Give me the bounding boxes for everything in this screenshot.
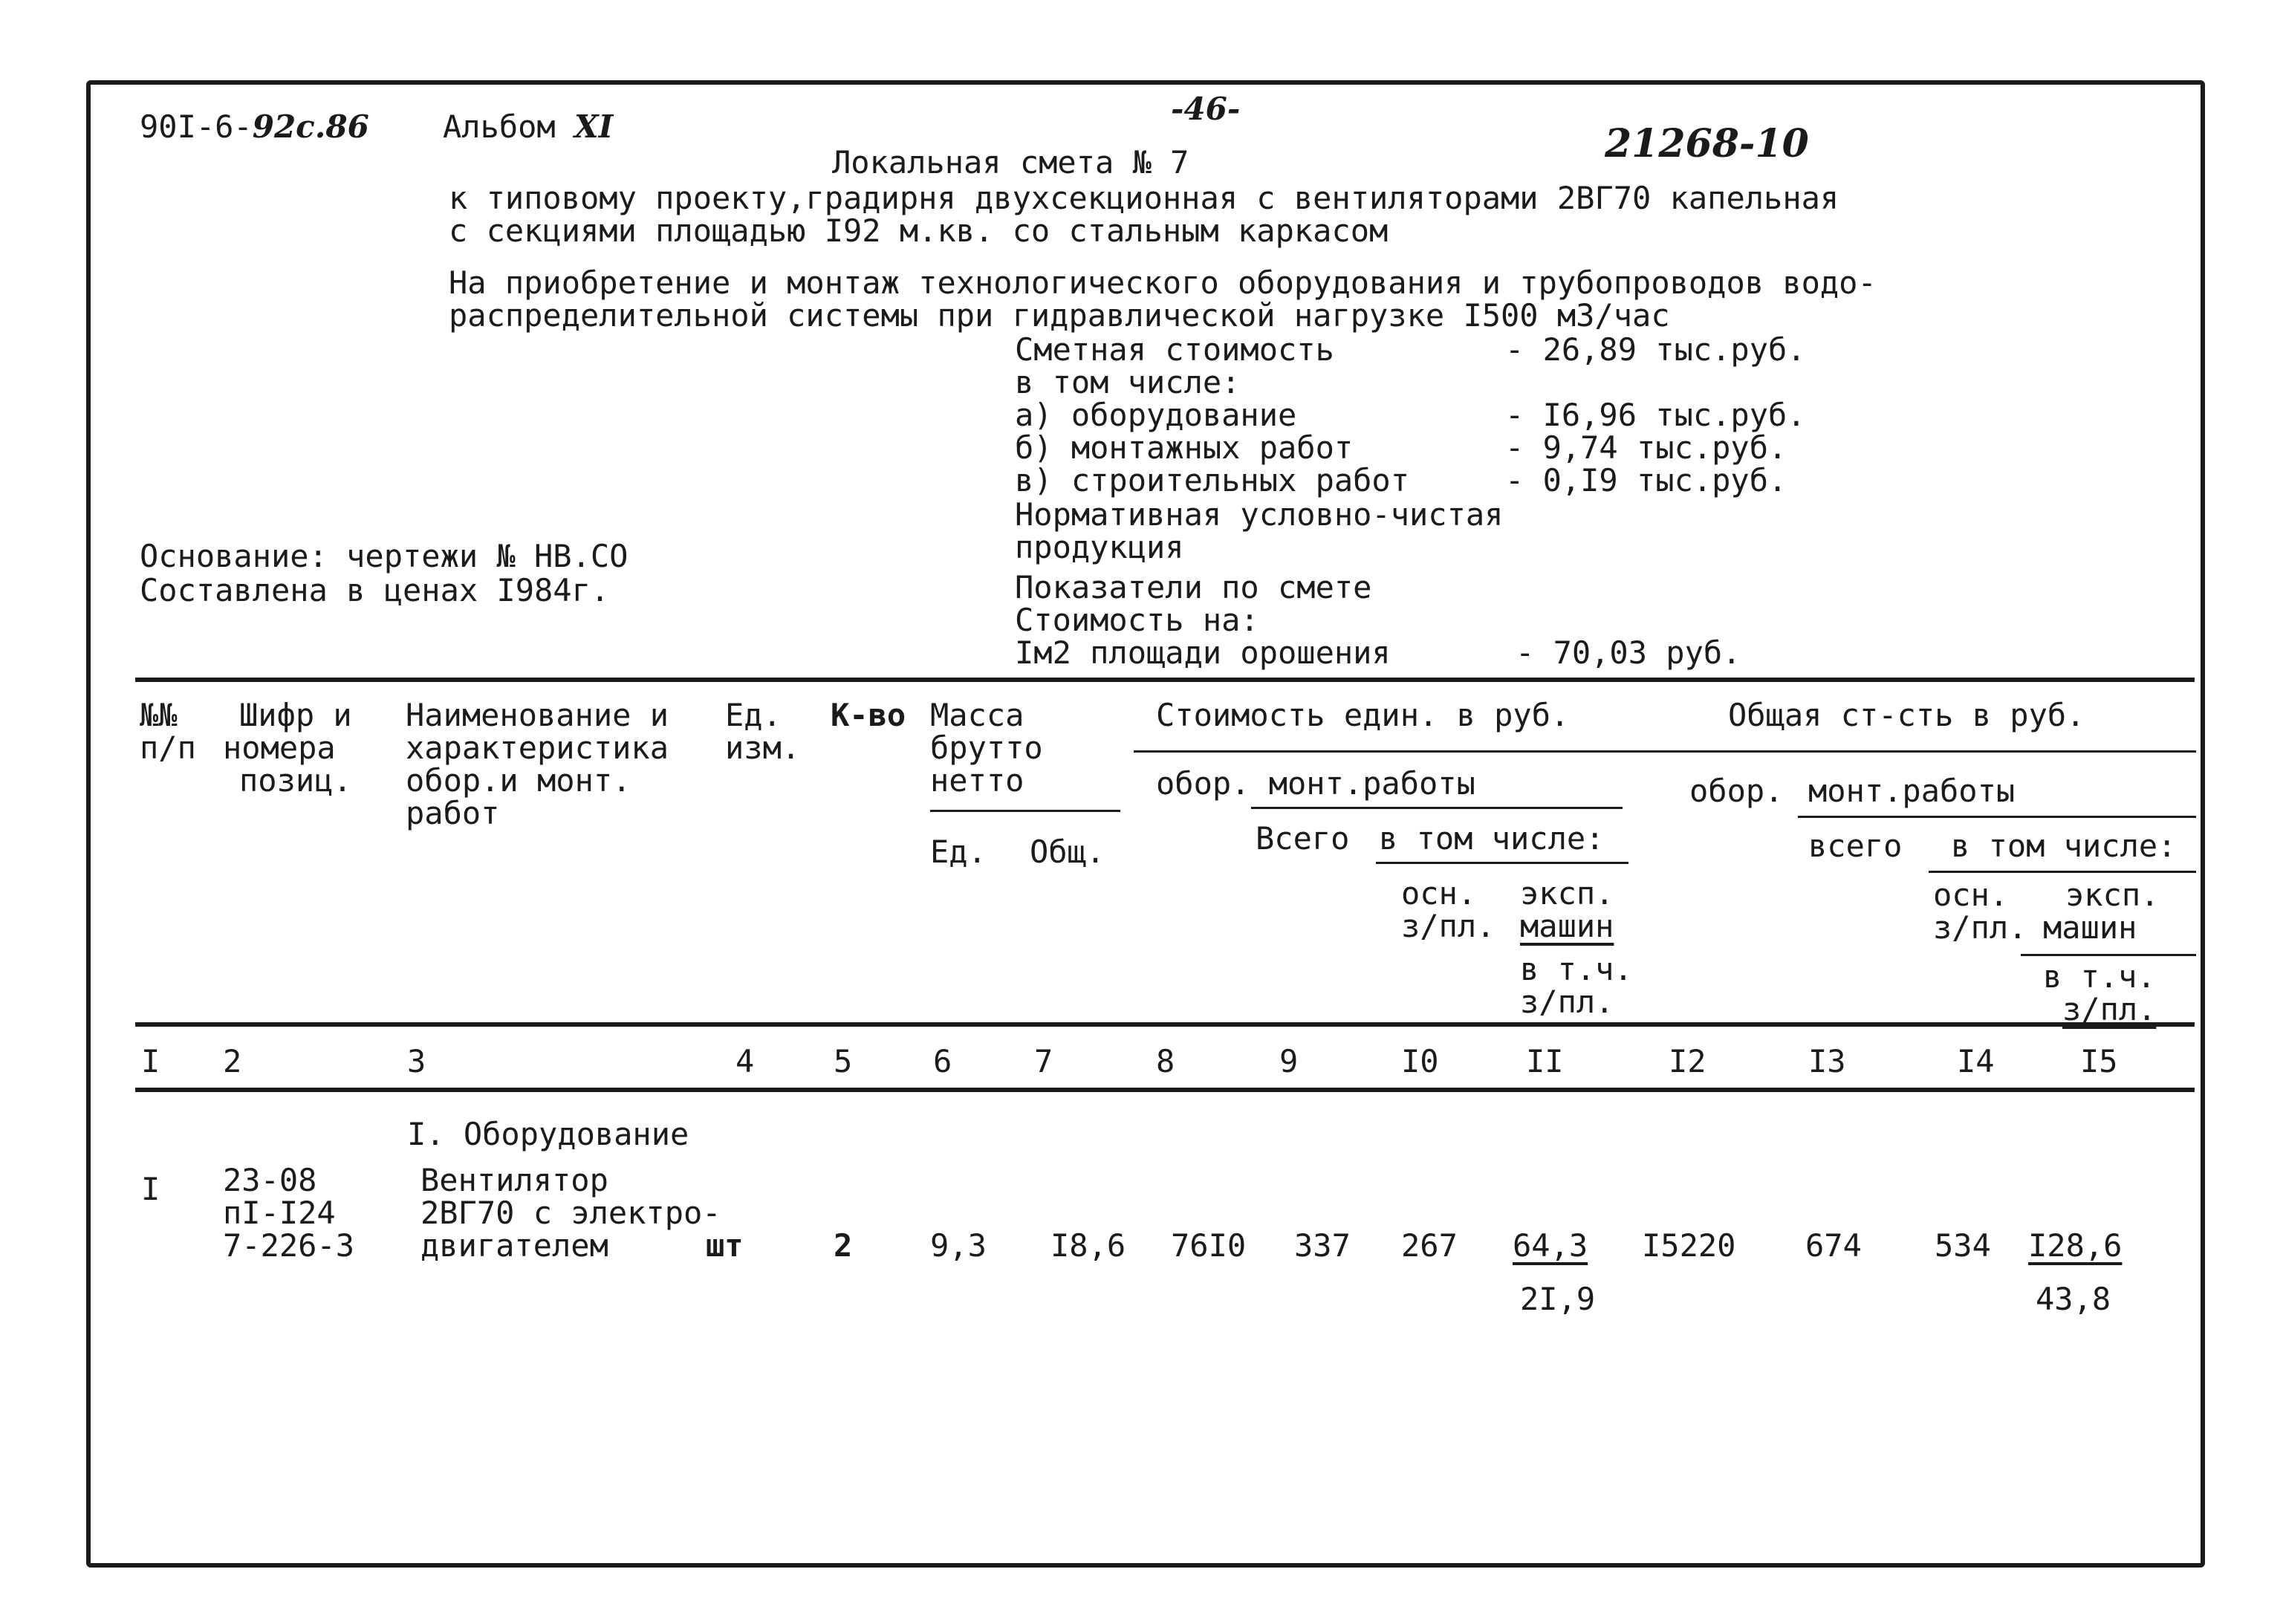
row-qty: 2 [834,1227,853,1264]
row-machines-wages-unit: 2I,9 [1520,1281,1596,1317]
col-unit-cost-sub: обор. монт.работы [1156,765,1475,802]
col-total-machines-1: эксп. [2065,877,2160,913]
row-mass-total: I8,6 [1050,1227,1126,1264]
section-title: I. Оборудование [407,1116,689,1152]
col-total-machines-wages-2: з/пл. [2062,991,2157,1027]
project-title-line-1: к типовому проекту,градирня двухсекционная с вентиляторами 2ВГ70 капельная [449,180,1839,216]
col-code-3: позиц. [239,762,352,799]
col-mass-1: Масса [930,697,1024,733]
col-mass-total: Общ. [1030,834,1105,870]
normative-line-1: Нормативная условно-чистая [1015,496,1504,533]
equipment-label: а) оборудование [1015,397,1297,433]
column-number: 3 [407,1043,426,1079]
installation-value: - 9,74 тыс.руб. [1505,429,1787,466]
column-number: 7 [1034,1043,1053,1079]
column-number: I5 [2080,1043,2118,1079]
basis-line-1: Основание: чертежи № НВ.СО [140,538,629,574]
mass-subhead-rule [930,810,1120,812]
col-unit-1: Ед. [725,697,782,733]
equipment-value: - I6,96 тыс.руб. [1505,397,1806,433]
col-unit-machines-2: машин [1520,908,1614,944]
row-unit: шт [706,1227,744,1264]
cost-per-label: Стоимость на: [1015,602,1259,638]
row-code-2: пI-I24 [223,1195,336,1231]
row-wages-unit: 267 [1401,1227,1458,1264]
col-unit-2: изм. [725,730,801,766]
col-unit-machines-wages-1: в т.ч. [1520,951,1633,987]
col-num-2: п/п [140,730,196,766]
header-bottom-rule [135,1022,2195,1027]
row-wages-total: 534 [1935,1227,1991,1264]
normative-line-2: продукция [1015,529,1184,565]
indicators-label: Показатели по смете [1015,569,1372,605]
row-machines-total: I28,6 [2028,1227,2123,1264]
col-total-wages-2: з/пл. [1933,909,2027,946]
unit-incl-rule [1376,862,1628,864]
column-number: 2 [223,1043,242,1079]
col-unit-machines-wages-2: з/пл. [1520,984,1614,1020]
col-total-machines-wages-1: в т.ч. [2043,958,2156,995]
including-label: в том числе: [1015,364,1241,400]
column-number: 9 [1279,1043,1299,1079]
purpose-line-2: распределительной системы при гидравлической нагрузке I500 м3/час [449,297,1670,334]
col-code-1: Шифр и [239,697,352,733]
col-name-1: Наименование и [406,697,669,733]
row-num: I [141,1171,160,1207]
row-name-3: двигателем [420,1227,608,1264]
unit-install-rule [1251,807,1623,809]
estimated-cost-label: Сметная стоимость [1015,331,1334,368]
col-total-wages-1: осн. [1933,877,2009,913]
col-name-4: работ [406,795,500,831]
row-equipment-unit: 76I0 [1171,1227,1247,1264]
row-machines-unit: 64,3 [1513,1227,1588,1264]
per-m2-label: Iм2 площади орошения [1015,634,1391,671]
column-number: II [1526,1043,1564,1079]
col-total-equip: обор. [1689,773,1784,809]
row-name-1: Вентилятор [420,1162,608,1198]
row-mass-unit: 9,3 [930,1227,987,1264]
archive-number: 21268-10 [1605,121,1809,166]
col-qty: К-во [831,697,906,733]
column-number: 8 [1156,1043,1175,1079]
total-machines-rule [2021,954,2196,956]
col-name-3: обор.и монт. [406,762,631,799]
total-install-rule [1798,816,2196,818]
estimated-cost-value: - 26,89 тыс.руб. [1505,331,1806,368]
table-top-rule [135,678,2195,682]
col-total-machines-2: машин [2043,909,2137,946]
column-number: 4 [735,1043,755,1079]
row-install-total: 674 [1805,1227,1862,1264]
row-code-3: 7-226-3 [223,1227,355,1264]
purpose-line-1: На приобретение и монтаж технологического оборудования и трубопроводов водо- [449,264,1877,301]
page-number: -46- [1171,91,1241,127]
col-total-total: всего [1808,828,1903,864]
estimate-title: Локальная смета № 7 [832,144,1189,181]
doc-code: 90I-6-92с.86 [140,108,369,145]
row-equipment-total: I5220 [1642,1227,1736,1264]
col-mass-2: брутто [930,730,1043,766]
row-machines-wages-total: 43,8 [2036,1281,2111,1317]
column-number: I [141,1043,160,1079]
column-number: I2 [1669,1043,1706,1079]
total-incl-rule [1929,871,2196,873]
col-total-install: монт.работы [1808,773,2016,809]
row-code-1: 23-08 [223,1162,317,1198]
col-unit-wages-2: з/пл. [1401,908,1496,944]
col-mass-3: нетто [930,762,1024,799]
construction-label: в) строительных работ [1015,462,1410,498]
column-numbers-rule [135,1088,2195,1092]
column-number: 6 [933,1043,952,1079]
per-m2-value: - 70,03 руб. [1516,634,1741,671]
column-number: I4 [1957,1043,1995,1079]
album-label: Альбом XI [443,108,614,145]
col-unit-total: Всего [1256,820,1350,857]
col-num-1: №№ [140,697,178,733]
basis-line-2: Составлена в ценах I984г. [140,572,610,608]
installation-label: б) монтажных работ [1015,429,1354,466]
column-number: 5 [834,1043,853,1079]
col-unit-incl: в том числе: [1379,820,1605,857]
col-unit-wages-1: осн. [1401,875,1477,912]
col-unit-machines-1: эксп. [1520,875,1614,912]
cost-group-rule [1134,750,2196,753]
project-title-line-2: с секциями площадью I92 м.кв. со стальным каркасом [449,212,1389,249]
column-number: I0 [1401,1043,1439,1079]
col-code-2: номера [223,730,336,766]
construction-value: - 0,I9 тыс.руб. [1505,462,1787,498]
row-name-2: 2ВГ70 с электро- [420,1195,721,1231]
row-install-total-unit: 337 [1294,1227,1351,1264]
column-number: I3 [1808,1043,1846,1079]
col-unit-cost: Стоимость един. в руб. [1156,697,1570,733]
col-total-incl: в том числе: [1951,828,2177,864]
col-mass-unit: Ед. [930,834,987,870]
col-name-2: характеристика [406,730,669,766]
col-total-cost: Общая ст-сть в руб. [1728,697,2085,733]
